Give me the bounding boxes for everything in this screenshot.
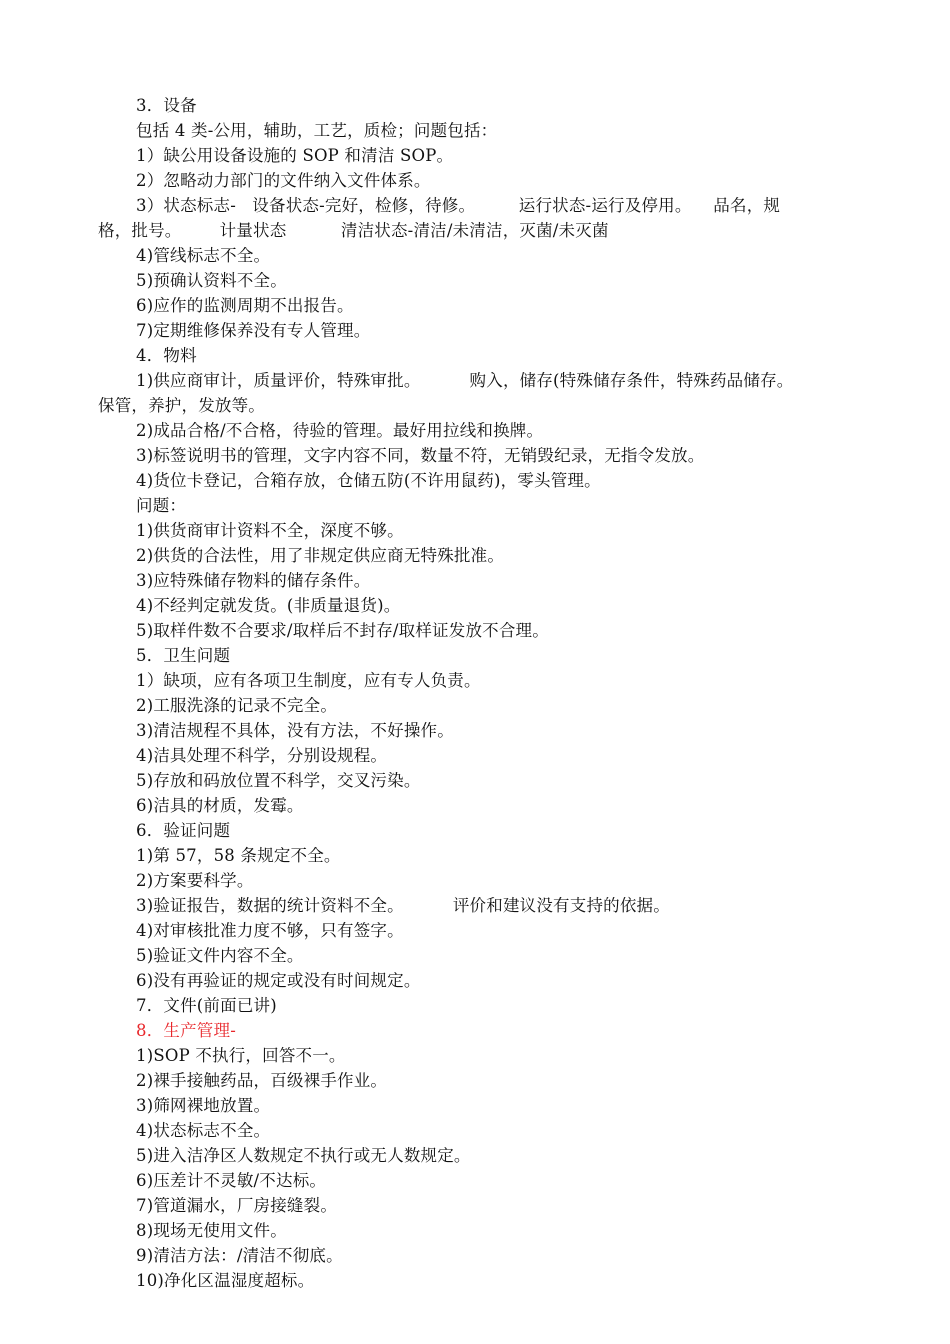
text-line: 3．设备 xyxy=(136,96,197,115)
text-line: 8)现场无使用文件。 xyxy=(136,1221,287,1240)
text-line: 4)管线标志不全。 xyxy=(136,246,271,265)
text-line: 10)净化区温湿度超标。 xyxy=(136,1271,315,1290)
text-line: 5．卫生问题 xyxy=(136,646,231,665)
text-line: 2)供货的合法性，用了非规定供应商无特殊批准。 xyxy=(136,546,505,565)
text-line: 3)标签说明书的管理，文字内容不同，数量不符，无销毁纪录，无指令发放。 xyxy=(136,446,705,465)
text-line: 2)裸手接触药品，百级裸手作业。 xyxy=(136,1071,388,1090)
text-line: 1）缺项，应有各项卫生制度，应有专人负责。 xyxy=(136,671,481,690)
text-line: 4)状态标志不全。 xyxy=(136,1121,271,1140)
text-line: 2)成品合格/不合格，待验的管理。最好用拉线和换牌。 xyxy=(136,421,544,440)
text-line: 2）忽略动力部门的文件纳入文件体系。 xyxy=(136,171,431,190)
text-line: 5)取样件数不合要求/取样后不封存/取样证发放不合理。 xyxy=(136,621,549,640)
text-line: 3)筛网裸地放置。 xyxy=(136,1096,271,1115)
text-line: 7)管道漏水，厂房接缝裂。 xyxy=(136,1196,338,1215)
text-line: 3)应特殊储存物料的储存条件。 xyxy=(136,571,371,590)
text-line: 包括 4 类-公用，辅助，工艺，质检；问题包括： xyxy=(136,121,498,140)
text-line: 7)定期维修保养没有专人管理。 xyxy=(136,321,371,340)
text-line: 5)存放和码放位置不科学，交叉污染。 xyxy=(136,771,421,790)
text-line: 3)清洁规程不具体，没有方法，不好操作。 xyxy=(136,721,454,740)
text-line: 格，批号。 计量状态 清洁状态-清洁/未清洁，灭菌/未灭菌 xyxy=(98,221,609,240)
text-line: 9)清洁方法：/清洁不彻底。 xyxy=(136,1246,343,1265)
text-line: 1)供应商审计，质量评价，特殊审批。 购入，储存(特殊储存条件，特殊药品储存。 xyxy=(136,371,794,390)
text-line: 6．验证问题 xyxy=(136,821,231,840)
text-line: 1)SOP 不执行，回答不一。 xyxy=(136,1046,346,1065)
text-line: 1)供货商审计资料不全，深度不够。 xyxy=(136,521,404,540)
text-line: 1)第 57，58 条规定不全。 xyxy=(136,846,341,865)
text-line: 5)预确认资料不全。 xyxy=(136,271,287,290)
text-line: 5)进入洁净区人数规定不执行或无人数规定。 xyxy=(136,1146,471,1165)
text-line: 8．生产管理- xyxy=(136,1021,236,1040)
text-line: 4)洁具处理不科学，分别设规程。 xyxy=(136,746,388,765)
text-line: 4)货位卡登记，合箱存放，仓储五防(不许用鼠药)，零头管理。 xyxy=(136,471,601,490)
text-line: 问题： xyxy=(136,496,187,515)
text-line: 4)对审核批准力度不够，只有签字。 xyxy=(136,921,404,940)
text-line: 保管，养护，发放等。 xyxy=(98,396,265,415)
text-line: 1）缺公用设备设施的 SOP 和清洁 SOP。 xyxy=(136,146,454,165)
text-line: 3)验证报告，数据的统计资料不全。 评价和建议没有支持的依据。 xyxy=(136,896,670,915)
text-line: 7．文件(前面已讲) xyxy=(136,996,277,1015)
text-line: 5)验证文件内容不全。 xyxy=(136,946,304,965)
text-line: 2)工服洗涤的记录不完全。 xyxy=(136,696,338,715)
text-line: 6)洁具的材质，发霉。 xyxy=(136,796,304,815)
text-line: 4．物料 xyxy=(136,346,197,365)
text-line: 6)压差计不灵敏/不达标。 xyxy=(136,1171,327,1190)
text-line: 4)不经判定就发货。(非质量退货)。 xyxy=(136,596,401,615)
text-line: 3）状态标志- 设备状态-完好，检修，待修。 运行状态-运行及停用。 品名，规 xyxy=(136,196,781,215)
text-line: 2)方案要科学。 xyxy=(136,871,254,890)
text-line: 6)没有再验证的规定或没有时间规定。 xyxy=(136,971,421,990)
document-body xyxy=(98,93,898,1293)
text-line: 6)应作的监测周期不出报告。 xyxy=(136,296,354,315)
